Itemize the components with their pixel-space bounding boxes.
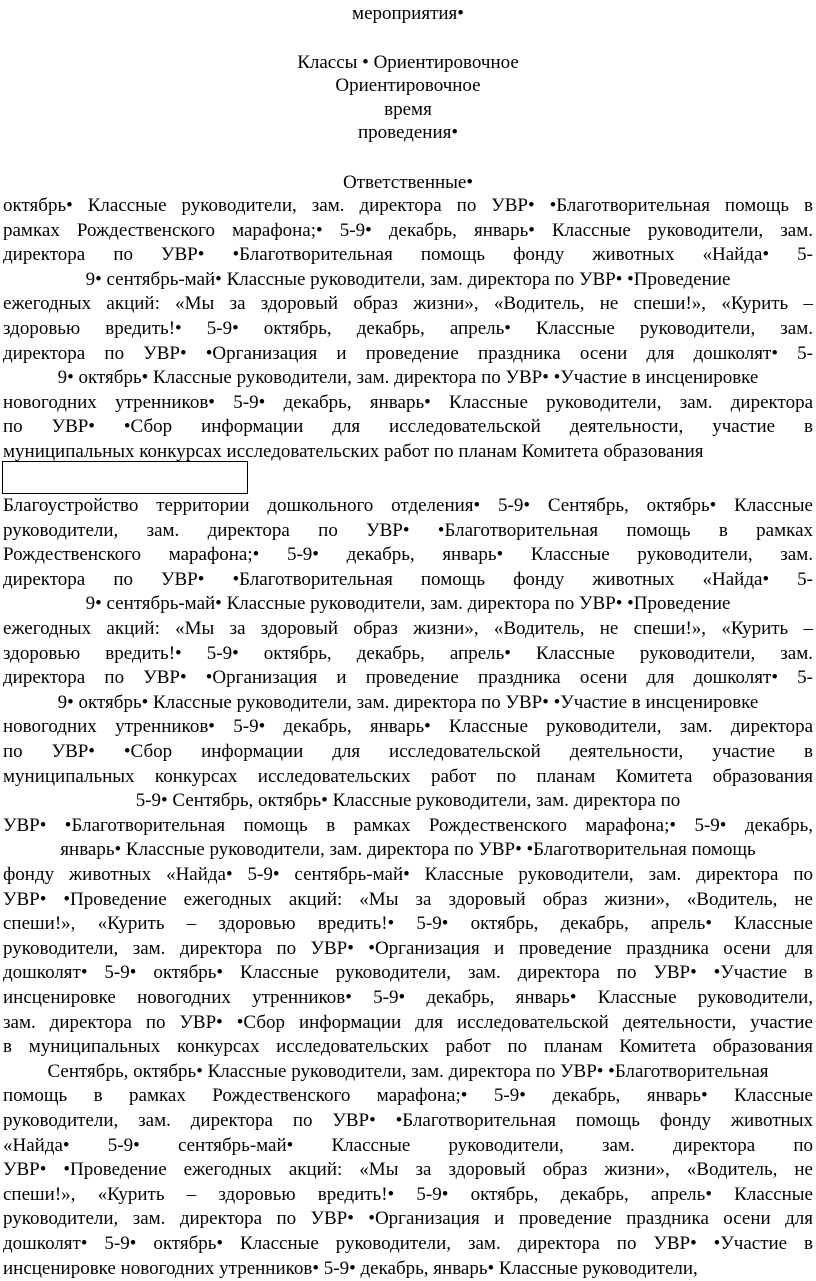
text-line: рамках Рождественского марафона;• 5-9• декабрь, январь• Классные руководители, зам. xyxy=(3,219,813,241)
text-line: директора по УВР• •Благотворительная помощь фонду животных «Найда• 5- xyxy=(3,568,813,590)
text-line: здоровью вредить!• 5-9• октябрь, декабрь, апрель• Классные руководители, зам. xyxy=(3,642,813,664)
text-line: 9• октябрь• Классные руководители, зам. директора по УВР• •Участие в инсценировке xyxy=(57,367,759,389)
text-line: здоровью вредить!• 5-9• октябрь, декабрь, апрель• Классные руководители, зам. xyxy=(3,318,813,339)
text-line: зам. директора по УВР• •Сбор информации для исследовательской деятельности, участие xyxy=(3,1011,813,1033)
text-line: в муниципальных конкурсах исследовательских работ по планам Комитета образования xyxy=(3,1036,813,1058)
empty-table-cell xyxy=(2,461,248,494)
text-line: спеши!», «Курить – здоровью вредить!• 5-9• октябрь, декабрь, апрель• Классные xyxy=(3,913,813,935)
heading-line-2: Классы • Ориентировочное xyxy=(297,52,519,73)
text-line: помощь в рамках Рождественского марафона;• 5-9• декабрь, январь• Классные xyxy=(3,1085,813,1107)
text-line: ежегодных акций: «Мы за здоровый образ жизни», «Водитель, не спеши!», «Курить – xyxy=(3,618,813,639)
text-line: 9• октябрь• Классные руководители, зам. директора по УВР• •Участие в инсценировке xyxy=(57,691,759,713)
text-line: новогодних утренников• 5-9• декабрь, январь• Классные руководители, зам. директора xyxy=(3,716,813,738)
text-line: директора по УВР• •Благотворительная помощь фонду животных «Найда• 5- xyxy=(3,244,813,266)
text-line: руководители, зам. директора по УВР• •Благотворительная помощь в рамках xyxy=(3,519,813,541)
text-line: 5-9• Сентябрь, октябрь• Классные руководители, зам. директора по xyxy=(135,790,681,812)
text-line: УВР• •Проведение ежегодных акций: «Мы за здоровый образ жизни», «Водитель, не xyxy=(3,888,813,910)
text-line: Благоустройство территории дошкольного отделения• 5-9• Сентябрь, октябрь• Классные xyxy=(3,495,813,516)
text-line: по УВР• •Сбор информации для исследовательской деятельности, участие в xyxy=(3,741,813,762)
text-line: фонду животных «Найда• 5-9• сентябрь-май• Классные руководители, зам. директора по xyxy=(3,864,813,885)
text-line: инсценировке новогодних утренников• 5-9• декабрь, январь• Классные руководители, xyxy=(3,1257,698,1279)
text-line: инсценировке новогодних утренников• 5-9• декабрь, январь• Классные руководители, xyxy=(3,987,813,1008)
text-line: муниципальных конкурсах исследовательских работ по планам Комитета образования xyxy=(3,441,704,462)
text-line: спеши!», «Курить – здоровью вредить!• 5-9• октябрь, декабрь, апрель• Классные xyxy=(3,1183,813,1205)
text-line: 9• сентябрь-май• Классные руководители, зам. директора по УВР• •Проведение xyxy=(85,593,731,615)
text-line: дошколят• 5-9• октябрь• Классные руководители, зам. директора по УВР• •Участие в xyxy=(3,962,813,984)
text-line: руководители, зам. директора по УВР• •Организация и проведение праздника осени для xyxy=(3,937,813,959)
text-line: дошколят• 5-9• октябрь• Классные руководители, зам. директора по УВР• •Участие в xyxy=(3,1233,813,1254)
text-line: по УВР• •Сбор информации для исследовательской деятельности, участие в xyxy=(3,416,813,438)
text-line: руководители, зам. директора по УВР• •Организация и проведение праздника осени для xyxy=(3,1208,813,1230)
text-line: «Найда• 5-9• сентябрь-май• Классные руководители, зам. директора по xyxy=(3,1134,813,1156)
text-line: муниципальных конкурсах исследовательских работ по планам Комитета образования xyxy=(3,765,813,787)
text-line: УВР• •Благотворительная помощь в рамках Рождественского марафона;• 5-9• декабрь, xyxy=(3,814,813,836)
heading-line-5: проведения• xyxy=(357,122,459,143)
text-line: руководители, зам. директора по УВР• •Благотворительная помощь фонду животных xyxy=(3,1110,813,1131)
text-line: директора по УВР• •Организация и проведение праздника осени для дошколят• 5- xyxy=(3,667,813,689)
heading-line-1: мероприятия• xyxy=(352,3,464,24)
heading-line-6: Ответственные• xyxy=(342,172,474,193)
text-line: УВР• •Проведение ежегодных акций: «Мы за здоровый образ жизни», «Водитель, не xyxy=(3,1159,813,1181)
text-line: Рождественского марафона;• 5-9• декабрь, январь• Классные руководители, зам. xyxy=(3,544,813,566)
text-line: 9• сентябрь-май• Классные руководители, зам. директора по УВР• •Проведение xyxy=(85,268,731,290)
text-line: директора по УВР• •Организация и проведение праздника осени для дошколят• 5- xyxy=(3,342,813,364)
text-line: Сентябрь, октябрь• Классные руководители, зам. директора по УВР• •Благотворительная xyxy=(47,1060,769,1082)
heading-line-4: время xyxy=(384,99,432,120)
text-line: январь• Классные руководители, зам. директора по УВР• •Благотворительная помощь xyxy=(60,839,756,861)
text-line: ежегодных акций: «Мы за здоровый образ жизни», «Водитель, не спеши!», «Курить – xyxy=(3,293,813,315)
text-line: новогодних утренников• 5-9• декабрь, январь• Классные руководители, зам. директора xyxy=(3,391,813,413)
text-line: октябрь• Классные руководители, зам. директора по УВР• •Благотворительная помощь в xyxy=(3,195,813,216)
heading-line-3: Ориентировочное xyxy=(335,75,481,96)
